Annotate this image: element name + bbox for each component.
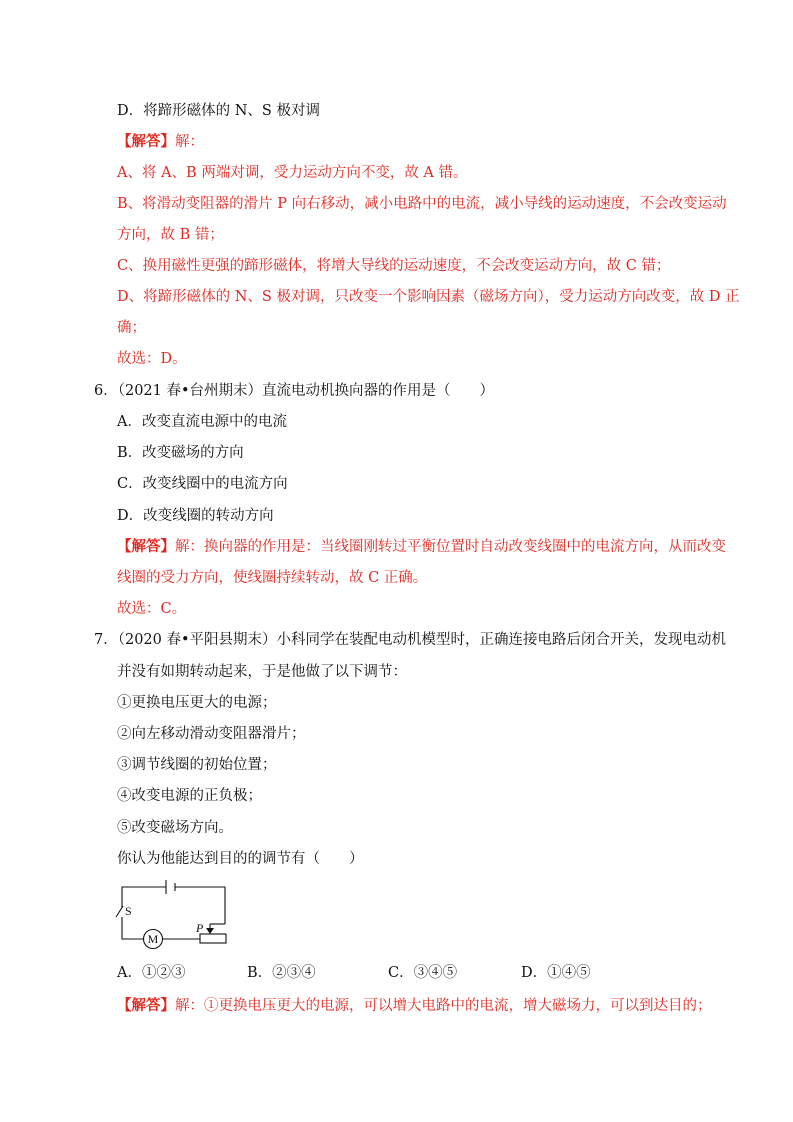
q7-answer-tag: 【解答】: [117, 997, 175, 1014]
rheostat-symbol: [200, 934, 226, 943]
q7-choice-a: A．①②③: [117, 965, 186, 981]
q7-stem: 并没有如期转动起来，于是他做了以下调节：: [117, 664, 407, 680]
circuit-diagram: [114, 881, 234, 949]
q6-answer-line: 线圈的受力方向，使线圈持续转动，故 C 正确。: [117, 570, 428, 586]
q7-choice-b: B．②③④: [247, 965, 316, 981]
q7-choice-d: D．①④⑤: [521, 965, 591, 981]
q6-option-b: B．改变磁场的方向: [117, 445, 244, 461]
motor-label: M: [147, 932, 159, 946]
q7-answer-line: [117, 996, 712, 1016]
q6-answer-line: [117, 537, 726, 557]
switch-label: S: [125, 904, 132, 918]
q7-question: 你认为他能达到目的的调节有（ ）: [117, 851, 364, 867]
q6-option-a: A．改变直流电源中的电流: [117, 414, 287, 430]
q5-answer-intro: 解：: [175, 134, 204, 150]
q6-answer-tag: 【解答】: [117, 538, 175, 555]
q5-answer-header: [117, 132, 204, 152]
q7-choice-c: C．③④⑤: [388, 965, 458, 981]
q7-step: ⑤改变磁场方向。: [117, 820, 233, 836]
q6-stem: 6．（2021 春•台州期末）直流电动机换向器的作用是（ ）: [94, 383, 495, 399]
circuit-wire: [122, 917, 143, 939]
q5-answer-line: A、将 A、B 两端对调，受力运动方向不变，故 A 错。: [117, 165, 468, 181]
q6-option-d: D．改变线圈的转动方向: [117, 508, 274, 524]
q7-step: ①更换电压更大的电源；: [117, 695, 277, 711]
q5-answer-line: C、换用磁性更强的蹄形磁体，将增大导线的运动速度，不会改变运动方向，故 C 错；: [117, 258, 671, 274]
switch-blade: [116, 906, 123, 917]
q6-answer-text: 解：换向器的作用是：当线圈刚转过平衡位置时自动改变线圈中的电流方向，从而改变: [175, 539, 726, 555]
q5-answer-line: 方向，故 B 错；: [117, 227, 224, 243]
q5-answer-line: B、将滑动变阻器的滑片 P 向右移动，减小电路中的电流，减小导线的运动速度，不会改变运动: [117, 196, 727, 212]
q5-answer-line: D、将蹄形磁体的 N、S 极对调，只改变一个影响因素（磁场方向），受力运动方向改变，故 D 正: [117, 289, 740, 305]
q7-step: ④改变电源的正负极；: [117, 788, 262, 804]
q5-option-d: D．将蹄形磁体的 N、S 极对调: [117, 103, 320, 119]
circuit-wire: [175, 887, 225, 924]
q7-answer-text: 解：①更换电压更大的电源，可以增大电路中的电流，增大磁场力，可以到达目的；: [175, 998, 712, 1014]
q6-option-c: C．改变线圈中的电流方向: [117, 476, 288, 492]
q5-answer-line: 确；: [117, 320, 146, 336]
q5-answer-tag: 【解答】: [117, 133, 175, 150]
q5-answer-choice: 故选：D。: [117, 351, 187, 367]
q6-answer-choice: 故选：C。: [117, 601, 187, 617]
slider-label: P: [196, 921, 204, 935]
q7-step: ②向左移动滑动变阻器滑片；: [117, 726, 306, 742]
q7-step: ③调节线圈的初始位置；: [117, 757, 277, 773]
rheostat-slider-arrow: [206, 928, 214, 934]
q7-stem: 7．（2020 春•平阳县期末）小科同学在装配电动机模型时，正确连接电路后闭合开关，发现电动机: [94, 632, 727, 648]
